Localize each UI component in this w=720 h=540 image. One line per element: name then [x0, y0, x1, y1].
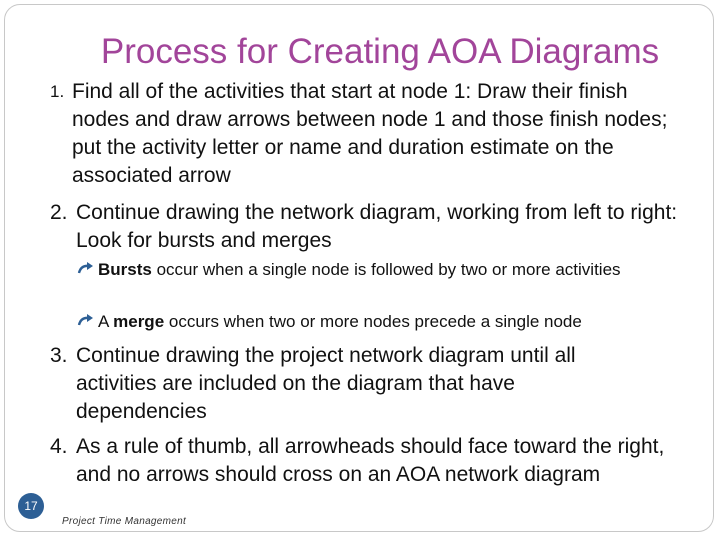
- sub-bullet-bold: merge: [113, 312, 165, 331]
- step-number: 2.: [50, 201, 68, 224]
- curved-arrow-icon: [76, 259, 96, 279]
- sub-bullet-prefix: A: [98, 312, 114, 331]
- footer-text: Project Time Management: [62, 516, 187, 527]
- step-number: 4.: [50, 435, 68, 458]
- sub-bullet-text: occurs when two or more nodes precede a single node: [164, 312, 582, 331]
- slide-number-badge: 17: [18, 493, 44, 519]
- sub-bullet-merge: [76, 310, 696, 334]
- step-text: Find all of the activities that start at node 1: Draw their finish nodes and draw arrows between node 1 and those finish nodes; put the activity letter or name and duration estimate on the associated arrow: [72, 80, 668, 187]
- step-4: [50, 433, 700, 489]
- step-text: As a rule of thumb, all arrowheads should face toward the right, and no arrows should cross on an AOA network diagram: [76, 435, 665, 486]
- slide-title: Process for Creating AOA Diagrams: [100, 32, 660, 71]
- step-number: 3.: [50, 344, 68, 367]
- step-text: Continue drawing the network diagram, working from left to right: Look for bursts and merges: [76, 201, 678, 252]
- sub-bullet-bold: Bursts: [98, 260, 152, 279]
- step-text: Continue drawing the project network diagram until all activities are included on the diagram that have dependencies: [76, 344, 576, 423]
- step-3: [50, 342, 650, 426]
- curved-arrow-icon: [76, 311, 96, 331]
- sub-bullet-bursts: [76, 258, 676, 282]
- step-1: [50, 78, 690, 190]
- step-2: [50, 199, 690, 255]
- step-number: 1.: [50, 82, 65, 101]
- sub-bullet-text: occur when a single node is followed by two or more activities: [151, 260, 621, 279]
